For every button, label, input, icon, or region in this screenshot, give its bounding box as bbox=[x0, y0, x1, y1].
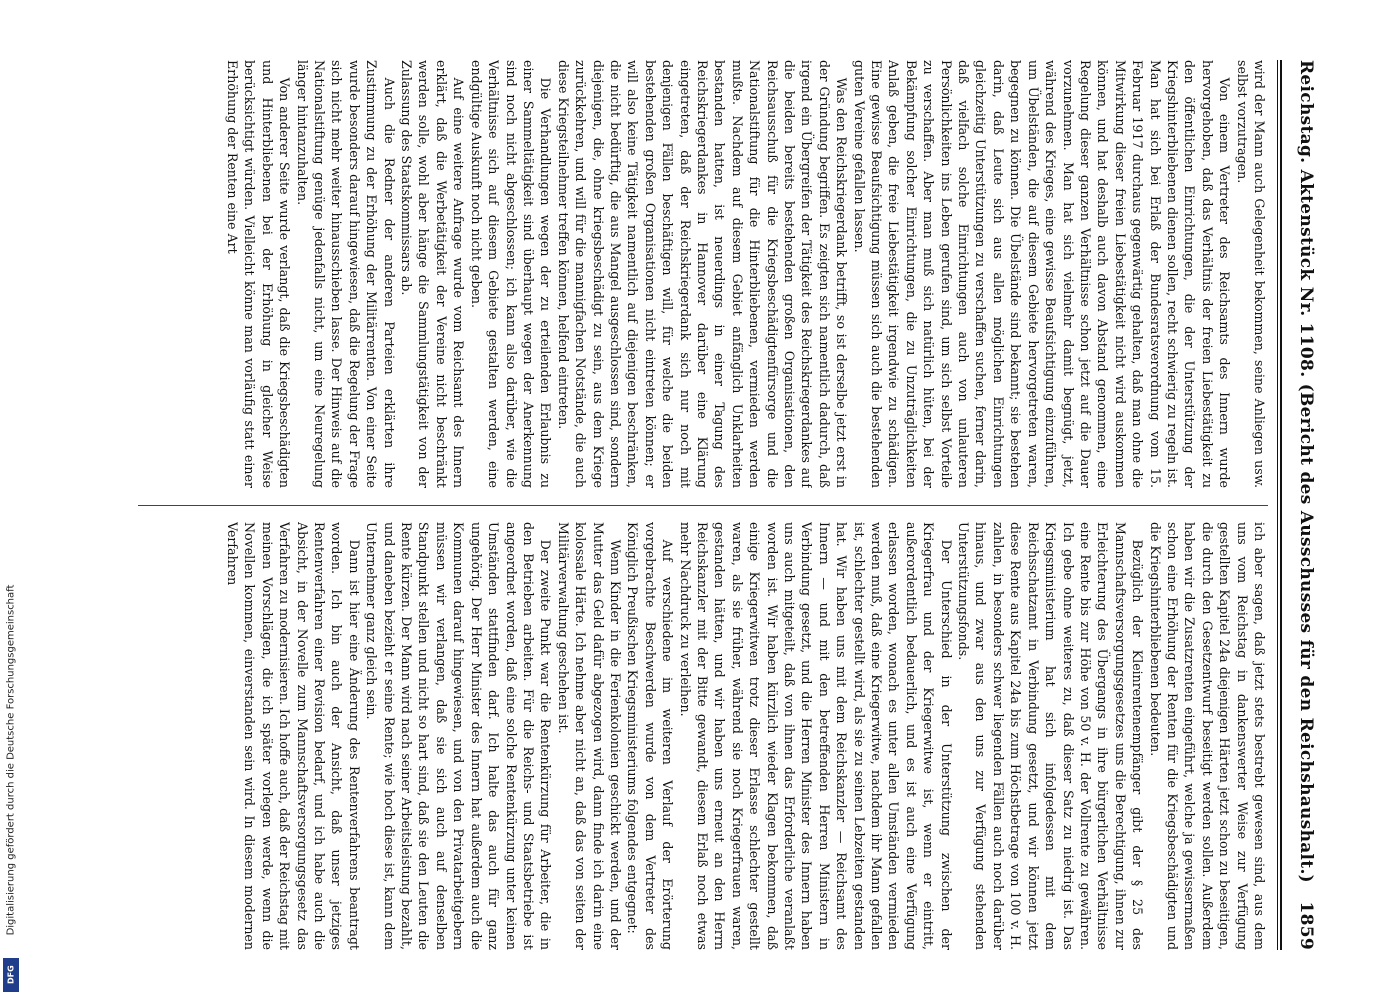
left-text-column bbox=[118, 60, 1268, 488]
header-rule bbox=[1280, 60, 1282, 950]
dfg-logo: DFG bbox=[3, 958, 19, 992]
paragraph: Der Unterschied in der Unterstützung zwischen der Kriegerfrau und der Kriegerwitwe ist, wenn er eintritt, außerordentlich bedauerlich, und es ist auch eine Verfügung erlassen worden, wonach es unter allen Umständen vermieden werden muß, daß eine Kriegerwitwe, nachdem ihr Mann gefallen ist, schlechter gestellt wird, als sie zu seinen Lebzeiten gestanden hat. Wir haben uns mit dem Reichskanzler — Reichsamt des Innern — und mit den betreffenden Herren Ministern in Verbindung gesetzt, und die Herren Minister des Innern haben uns auch mitgeteilt, daß von ihnen das Erforderliche veranlaßt worden ist. Wir haben kürzlich wieder Klagen bekommen, daß einige Kriegerwitwen trotz dieser Erlasse schlechter gestellt waren, als sie früher, während sie noch Kriegerfrauen waren, gestanden hätten, und wir haben uns erneut an den Herrn Reichskanzler mit der Bitte gewandt, diesem Erlaß noch etwas mehr Nachdruck zu verleihen. bbox=[677, 522, 954, 950]
paragraph: Auf eine weitere Anfrage wurde vom Reichsamt des Innern erklärt, daß die Werbetätigkeit der Vereine nicht beschränkt werden solle, wohl aber hänge die Sammlungstätigkeit von der Zulassung des Staatskommissars ab. bbox=[399, 60, 467, 488]
paragraph: Von einem Vertreter des Reichsamts des Innern wurde hervorgehoben, daß das Verhältnis der freien Liebestätigkeit zu den öffentlichen Einrichtungen, die der Unterstützung der Kriegshinterbliebenen dienen sollen, recht schwierig zu regeln ist. Man hat sich bei Erlaß der Bundesratsverordnung vom 15. Februar 1917 durchaus gegenwärtig gehalten, daß man ohne die Mitwirkung dieser freien Liebestätigkeit nicht wird auskommen können, und hat deshalb auch davon Abstand genommen, eine Regelung dieser ganzen Verhältnisse schon jetzt auf die Dauer vorzunehmen. Man hat sich vielmehr damit begnügt, jetzt, während des Krieges, eine gewisse Beaufsichtigung einzuführen, um Übelständen, die auf diesem Gebiete hervorgetreten waren, begegnen zu können. Die Übelstände sind bekannt; sie bestehen darin, daß Leute sich aus allen möglichen Einrichtungen gleichzeitig Unterstützungen zu verschaffen suchen, ferner darin, daß vielfach solche Einrichtungen auch von unlauteren Persönlichkeiten ins Leben gerufen sind, um sich selbst Vorteile zu verschaffen. Aber man muß sich natürlich hüten, bei der Bekämpfung solcher Einrichtungen, die zu Unzuträglichkeiten Anlaß geben, die freie Liebestätigkeit irgendwie zu schädigen. Eine gewisse Beaufsichtigung müssen sich auch die bestehenden guten Vereine gefallen lassen. bbox=[851, 60, 1233, 488]
paragraph: Dann ist hier eine Änderung des Rentenverfahrens beantragt worden. Ich bin auch der Ansicht, daß unser jetziges Rentenverfahren einer Revision bedarf, und ich habe auch die Absicht, in der Novelle zum Mannschaftsversorgungsgesetz das Verfahren zu modernisieren. Ich hoffe auch, daß der Reichstag mit meinen Vorschlägen, die ich später vorlegen werde, wenn die Novellen kommen, einverstanden sein wird. In diesem modernen Verfahren bbox=[225, 522, 362, 950]
right-text-column bbox=[118, 522, 1268, 950]
digitization-credit-text: Digitalisierung gefördert durch die Deutsche Forschungsgemeinschaft bbox=[5, 584, 17, 936]
running-header-title: Reichstag. Aktenstück Nr. 1108. (Bericht des Ausschusses für den Reichshaushalt.) bbox=[1296, 60, 1316, 884]
paragraph: Die Verhandlungen wegen der zu erteilenden Erlaubnis zu einer Sammeltätigkeit sind überhaupt wegen der Anerkennung sind noch nicht abgeschlossen; ich kann also darüber, wie die Verhältnisse sich auf diesem Gebiete gestalten werden, eine endgültige Auskunft noch nicht geben. bbox=[468, 60, 554, 488]
paragraph: Der zweite Punkt war die Rentenkürzung für Arbeiter, die in den Betrieben arbeiten. Für die Reichs- und Staatsbetriebe ist angeordnet worden, daß eine solche Rentenkürzung unter keinen Umständen stattfinden darf. Ich halte das auch für ganz ungehörig. Der Herr Minister des Innern hat außerdem auch die Kommunen darauf hingewiesen, und von den Privatarbeitgebern müssen wir verlangen, daß sie sich auch auf denselben Standpunkt stellen und nicht so hart sind, daß sie den Leuten die Rente kürzen. Der Mann wird nach seiner Arbeitsleistung bezahlt, und daneben bezieht er seine Rente; wie hoch diese ist, kann dem Unternehmer ganz gleich sein. bbox=[364, 522, 554, 950]
rotated-document-page bbox=[100, 40, 1330, 970]
page-number: 1859 bbox=[1296, 901, 1316, 950]
paragraph: Was den Reichskriegerdank betrifft, so ist derselbe jetzt erst in der Gründung begriffen. Es zeigten sich namentlich dadurch, daß irgend ein Übergreifen der Tätigkeit des Reichskriegerdankes auf die beiden bereits bestehenden großen Organisationen, den Reichsausschuß für die Kriegsbeschädigtenfürsorge und die Nationalstiftung für die Hinterbliebenen, vermieden werden mußte. Nachdem auf diesem Gebiet anfänglich Unklarheiten bestanden hatten, ist neuerdings in einer Tagung des Reichskriegerdankes in Hannover darüber eine Klärung eingetreten, daß der Reichskriegerdank sich nur noch mit denjenigen Fällen beschäftigen will, für welche die beiden bestehenden großen Organisationen nicht eintreten können; er will also keine Tätigkeit namentlich auf diejenigen beschränken, die nicht bedürftig, die aus Mangel ausgeschlossen sind, sondern diejenigen, die, ohne kriegsbeschädigt zu sein, aus dem Kriege zurückkehren, und will für die mannigfachen Notstände, die auch diese Kriegsteilnehmer treffen können, helfend eintreten. bbox=[555, 60, 850, 488]
running-header bbox=[1286, 60, 1316, 950]
paragraph: Auch die Redner der anderen Parteien erklärten ihre Zustimmung zu der Erhöhung der Militärrenten. Von einer Seite wurde besonders darauf hingewiesen, daß die Regelung der Frage sich nicht mehr weiter hinausschieben lasse. Der Hinweis auf die Nationalstiftung genüge jedenfalls nicht, um eine Neuregelung länger hintanzuhalten. bbox=[294, 60, 397, 488]
paragraph: Auf verschiedene im weiteren Verlauf der Erörterung vorgebrachte Beschwerden wurde von dem Vertreter des Königlich Preußischen Kriegsministeriums folgendes entgegnet: bbox=[625, 522, 676, 950]
paragraph: ich aber sagen, daß jetzt stets bestrebt gewesen sind, aus dem uns vom Reichstag in dankenswerter Weise zur Verfügung gestellten Kapitel 24a diejenigen Härten jetzt schon zu beseitigen, die durch den Gesetzentwurf beseitigt werden sollen. Außerdem haben wir die Zusatzrenten eingeführt, welche ja gewissermaßen schon eine Erhöhung der Renten für die Kriegsbeschädigten und die Kriegshinterbliebenen bedeuten. bbox=[1147, 522, 1267, 950]
scanned-page-viewport bbox=[100, 40, 1330, 970]
paragraph: Von anderer Seite wurde verlangt, daß die Kriegsbeschädigten und Hinterbliebenen bei der Erhöhung in gleicher Weise berücksichtigt würden. Vielleicht könne man vorläufig statt einer Erhöhung der Renten eine Art bbox=[225, 60, 293, 488]
header-rule-thin bbox=[1277, 60, 1278, 950]
paragraph: Wenn Kinder in die Ferienkolonien geschickt werden, und der Mutter das Geld dafür abgezogen wird, dann finde ich darin eine kolossale Härte. Ich nehme aber nicht an, daß das von seiten der Militärverwaltung geschehen ist. bbox=[555, 522, 623, 950]
digitization-credit-strip bbox=[0, 0, 22, 1000]
paragraph: Bezüglich der Kleinrentenempfänger gibt der § 25 des Mannschaftsversorgungsgesetzes uns die Berechtigung, ihnen zur Erleichterung des Übergangs in ihre bürgerlichen Verhältnisse eine Rente bis zur Höhe von 50 v. H. der Vollrente zu gewähren. Ich gebe ohne weiteres zu, daß dieser Satz zu niedrig ist. Das Kriegsministerium hat sich infolgedessen mit dem Reichsschatzamt in Verbindung gesetzt, und wir können jetzt diese Rente aus Kapitel 24a bis zum Höchstbetrage von 100 v. H. zahlen, in besonders schwer liegenden Fällen auch noch darüber hinaus, und zwar aus den uns zur Verfügung stehenden Unterstützungsfonds. bbox=[956, 522, 1146, 950]
column-divider bbox=[138, 505, 1268, 506]
paragraph: wird der Mann auch Gelegenheit bekommen, seine Anliegen usw. selbst vorzutragen. bbox=[1234, 60, 1267, 488]
